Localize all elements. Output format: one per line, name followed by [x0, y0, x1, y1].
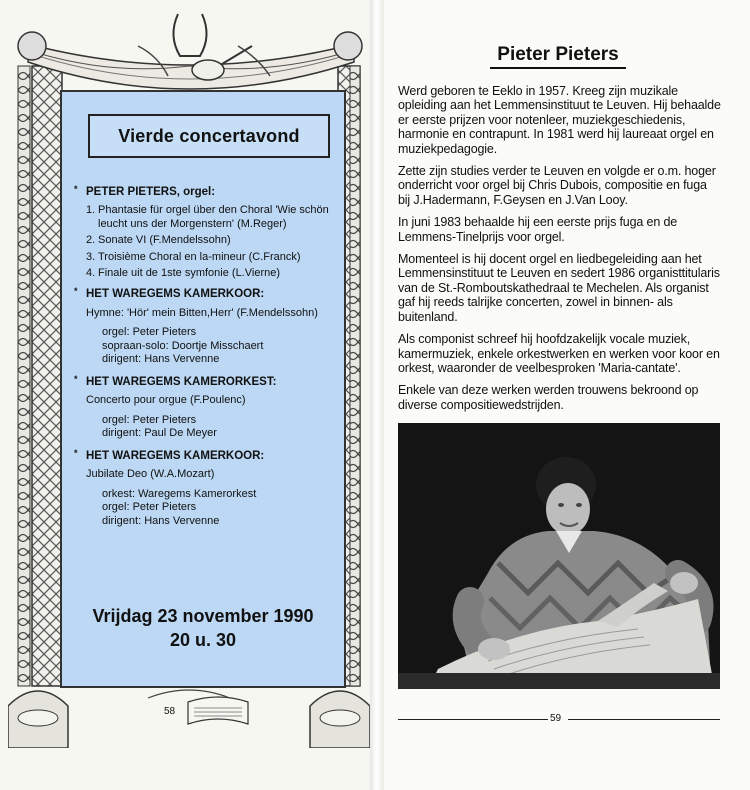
footer-rule	[568, 719, 720, 720]
list-item: 4. Finale uit de 1ste symfonie (L.Vierne)	[86, 267, 280, 280]
performers	[74, 326, 342, 367]
footer-rule	[398, 719, 548, 720]
book-gutter	[370, 0, 384, 790]
bullet-star-icon: *	[74, 374, 78, 385]
bullet-star-icon: *	[74, 184, 78, 194]
performer-line: dirigent: Hans Vervenne	[102, 515, 220, 528]
performer-line: dirigent: Hans Vervenne	[102, 353, 220, 366]
piece-title: Jubilate Deo (W.A.Mozart)	[86, 468, 215, 481]
bio-paragraph: Werd geboren te Eeklo in 1957. Kreeg zijn muzikale opleiding aan het Lemmensinstituut te Leuven. Hij behaalde er eerste prijzen voor notenleer, muziekgeschiedenis, harmonie en contrapunt. In 1981 werd hij laureaat orgel en muziekpedagogie.	[398, 84, 721, 156]
performers	[74, 488, 342, 529]
bio-paragraph: Enkele van deze werken werden trouwens bekroond op diverse compositiewedstrijden.	[398, 383, 699, 412]
sheet-music-scroll-icon	[188, 697, 248, 724]
list-item: 2. Sonate VI (F.Mendelssohn)	[86, 234, 231, 247]
section-heading: * PETER PIETERS, orgel:	[74, 184, 216, 198]
organist-with-score-image	[398, 423, 720, 689]
piece-title: Concerto pour orgue (F.Poulenc)	[86, 394, 246, 407]
biography-title: Pieter Pieters	[497, 44, 619, 65]
title-box	[88, 114, 330, 158]
section-heading: * HET WAREGEMS KAMERKOOR:	[74, 448, 265, 463]
concert-time: 20 u. 30	[169, 630, 237, 650]
portrait-photo	[398, 423, 720, 689]
list-item: 3. Troisième Choral en la-mineur (C.Franck)	[86, 250, 301, 263]
biography-text	[398, 84, 722, 420]
performer-line: dirigent: Paul De Meyer	[102, 427, 217, 440]
section-heading: * HET WAREGEMS KAMERKOOR:	[74, 286, 265, 301]
piece-title: Hymne: 'Hör' mein Bitten,Herr' (F.Mendelssohn)	[86, 306, 318, 319]
performer-line: sopraan-solo: Doortje Misschaert	[102, 339, 264, 352]
page-title: Vierde concertavond	[118, 125, 300, 146]
performers	[74, 414, 342, 441]
bio-paragraph: Momenteel is hij docent orgel en liedbegeleiding aan het Lemmensinstituut te Leuven en sedert 1986 organisttitularis van de St.-Romboutskathedraal te Mechelen. Als organist gaf hij reeds talrijke concerten, zowel in binnen- als buitenland.	[398, 252, 720, 324]
concert-date: Vrijdag 23 november 1990	[92, 606, 314, 626]
title-underline	[490, 67, 626, 69]
bullet-star-icon: *	[74, 448, 78, 459]
page-number-right: 59	[550, 713, 562, 724]
list-item: 1. Phantasie für orgel über den Choral 'Wie schön leucht uns der Morgenstern' (M.Reger)	[86, 204, 329, 230]
bullet-star-icon: *	[74, 286, 78, 297]
section-heading: * HET WAREGEMS KAMERORKEST:	[74, 374, 277, 389]
bio-paragraph: Als componist schreef hij hoofdzakelijk vocale muziek, kamermuziek, enkele orkestwerken en werken voor koor en orkest, waaronder de veelbesproken 'Maria-cantate'.	[398, 332, 720, 375]
bio-paragraph: Zette zijn studies verder te Leuven en volgde er o.m. hoger onderricht voor orgel bij Chris Dubois, compositie en fuga bij J.Hadermann, F.Geysen en J.Van Looy.	[398, 164, 716, 207]
bio-paragraph: In juni 1983 behaalde hij een eerste prijs fuga en de Lemmens-Tinelprijs voor orgel.	[398, 215, 678, 244]
page-number-left: 58	[164, 706, 176, 717]
performer-line: orgel: Peter Pieters	[102, 501, 197, 514]
program-list	[74, 204, 342, 280]
performer-line: orgel: Peter Pieters	[102, 326, 197, 339]
performer-line: orkest: Waregems Kamerorkest	[102, 487, 257, 500]
concert-program	[74, 186, 342, 538]
performer-line: orgel: Peter Pieters	[102, 413, 197, 426]
